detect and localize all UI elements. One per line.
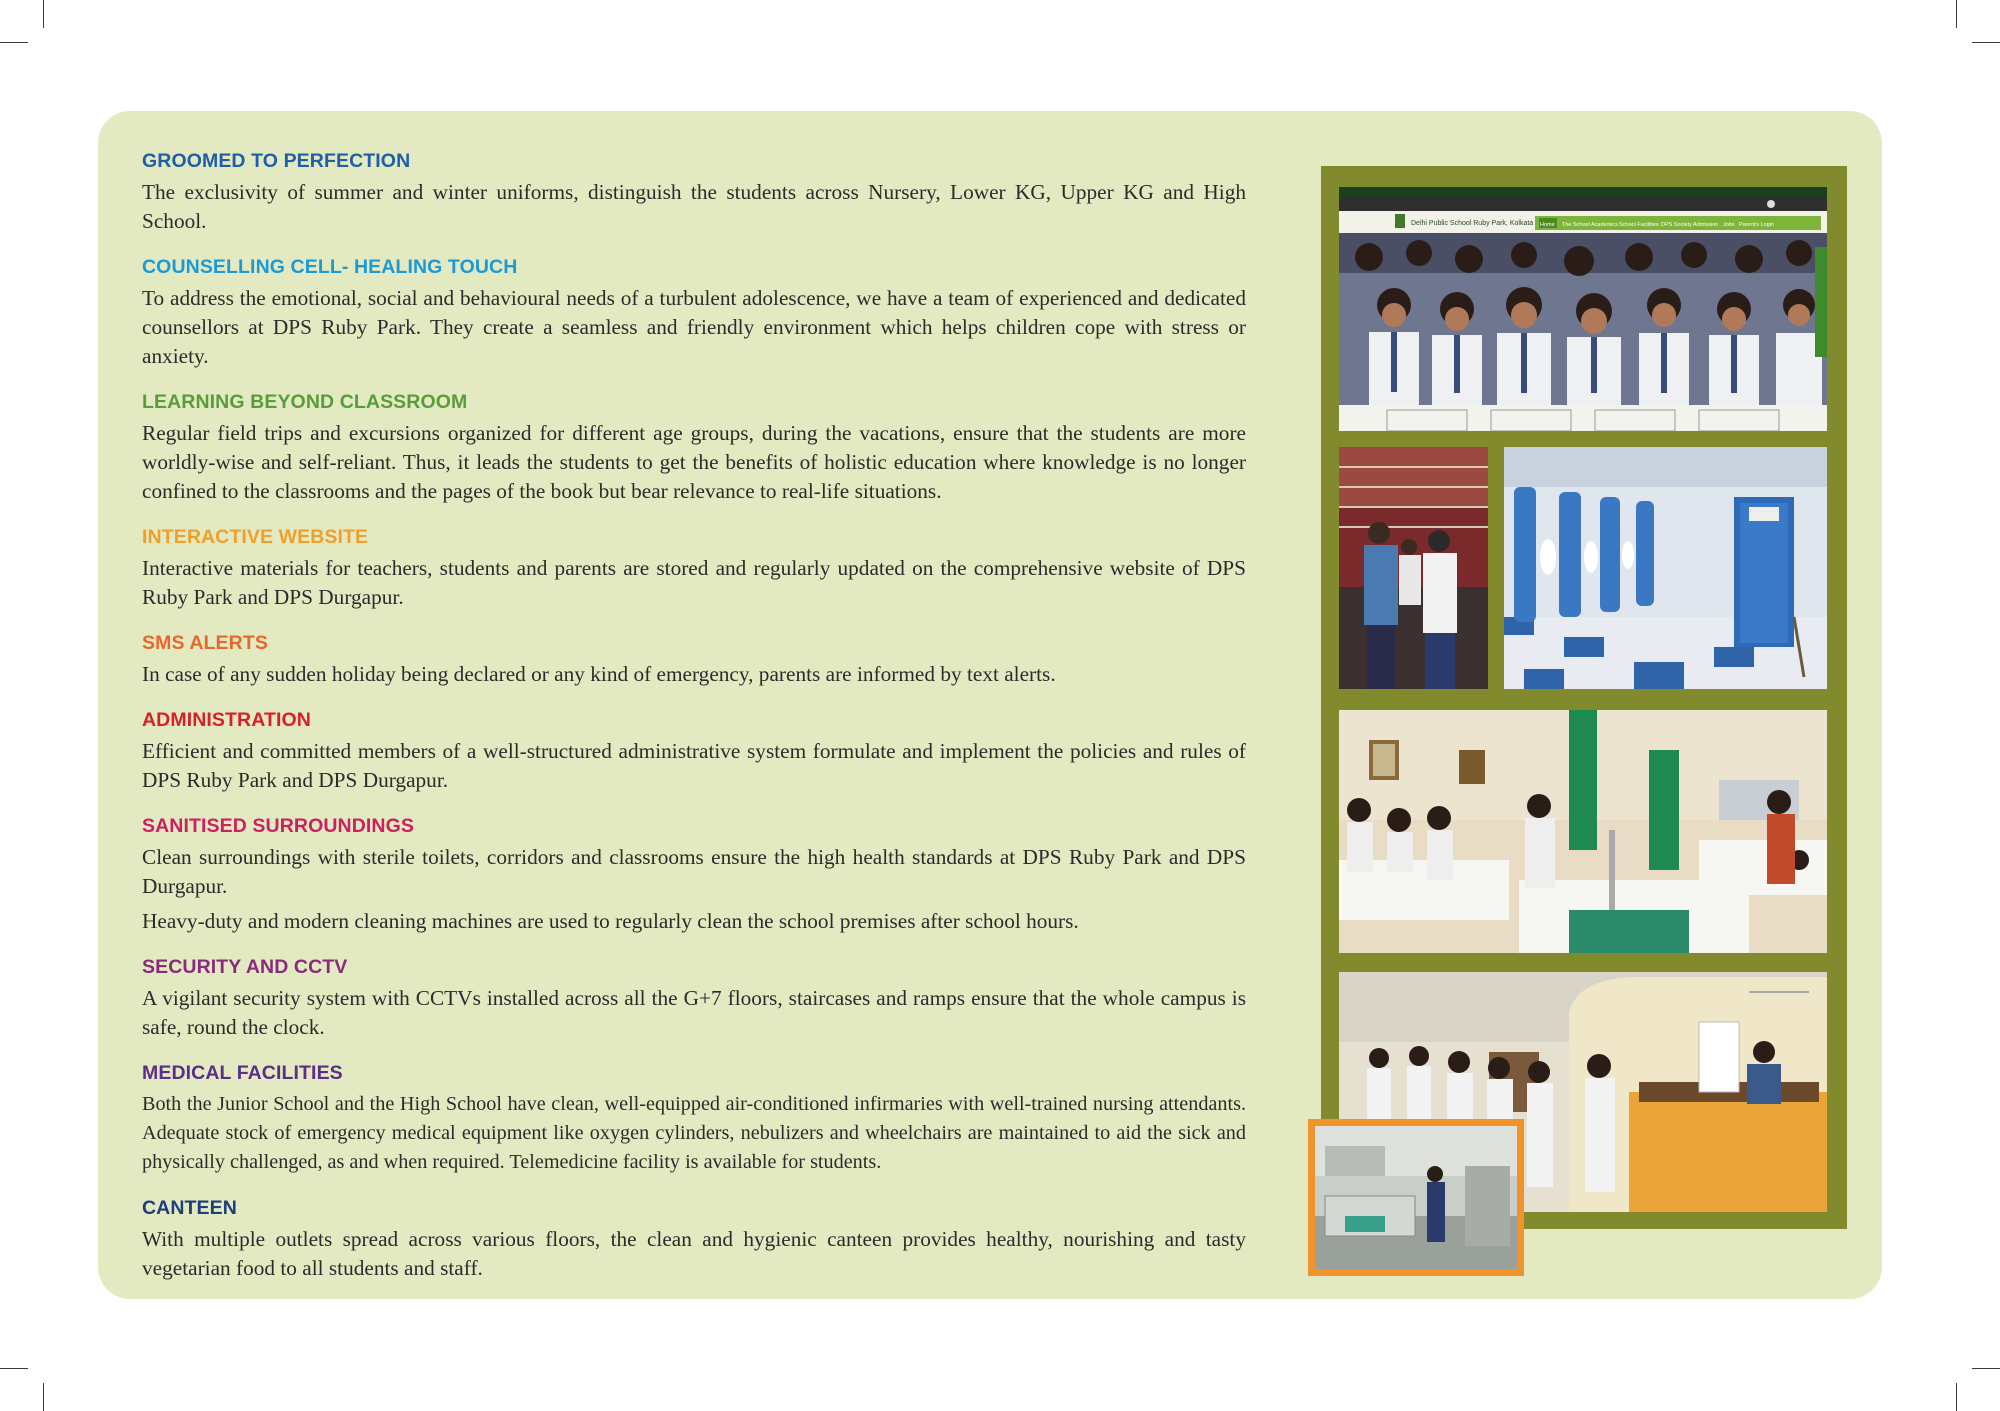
section-sms-alerts <box>142 632 1246 689</box>
section-groomed-to-perfection <box>142 150 1246 236</box>
website-nav-item: Home <box>1540 222 1555 228</box>
website-nav-item: School Facilities <box>1619 222 1659 228</box>
section-counselling-cell <box>142 256 1246 371</box>
section-interactive-website <box>142 526 1246 612</box>
section-title: SMS ALERTS <box>142 632 268 654</box>
infirmary-photo <box>1339 710 1827 953</box>
section-body: Regular field trips and excursions organized for different age groups, during the vacations, ensure that the students are more worldly-wise and self-reliant. Thus, it leads the students to get the benefits of holistic education where knowledge is no longer confined to the classrooms and the pages of the book but bear relevance to real-life situations. <box>142 421 1246 503</box>
section-title: INTERACTIVE WEBSITE <box>142 526 369 548</box>
crop-mark-bottom-left-v <box>43 1383 44 1411</box>
crop-mark-bottom-left-h <box>0 1368 28 1369</box>
section-title: LEARNING BEYOND CLASSROOM <box>142 391 468 413</box>
section-title: MEDICAL FACILITIES <box>142 1062 343 1084</box>
section-title: COUNSELLING CELL- HEALING TOUCH <box>142 256 518 278</box>
website-screenshot-photo <box>1339 187 1827 431</box>
crop-mark-bottom-right-v <box>1956 1383 1957 1411</box>
website-nav-item: DPS Society <box>1661 222 1692 228</box>
crop-mark-top-right-v <box>1956 0 1957 28</box>
section-body: Efficient and committed members of a well-structured administrative system formulate and implement the policies and rules of DPS Ruby Park and DPS Durgapur. <box>142 739 1246 792</box>
section-body: A vigilant security system with CCTVs installed across all the G+7 floors, staircases and ramps ensure that the whole campus is safe, round the clock. <box>142 986 1246 1039</box>
security-guard-photo <box>1339 447 1488 689</box>
website-nav-item: Parent's Login <box>1739 222 1774 228</box>
section-learning-beyond-classroom <box>142 391 1246 506</box>
crop-mark-bottom-right-h <box>1972 1368 2000 1369</box>
section-canteen <box>142 1197 1246 1283</box>
section-security-and-cctv <box>142 956 1246 1042</box>
section-title: SANITISED SURROUNDINGS <box>142 815 414 837</box>
section-title: CANTEEN <box>142 1197 237 1219</box>
section-title: ADMINISTRATION <box>142 709 311 731</box>
section-sanitised-surroundings <box>142 815 1246 936</box>
crop-mark-top-left-v <box>43 0 44 28</box>
sanitised-toilet-photo <box>1504 447 1827 689</box>
crop-mark-top-right-h <box>1972 42 2000 43</box>
kitchen-photo <box>1315 1126 1517 1269</box>
section-title: GROOMED TO PERFECTION <box>142 150 411 172</box>
section-body: Both the Junior School and the High School have clean, well-equipped air-conditioned infirmaries with well-trained nursing attendants. Adequate stock of emergency medical equipment like oxygen cylinders, nebulizers and wheelchairs are maintained to aid the sick and physically challenged, as and when required. Telemedicine facility is available for students. <box>142 1093 1246 1173</box>
section-body: Heavy-duty and modern cleaning machines are used to regularly clean the school premises after school hours. <box>142 909 1079 933</box>
website-nav-item: Admission <box>1693 222 1719 228</box>
section-medical-facilities <box>142 1062 1246 1177</box>
section-body: The exclusivity of summer and winter uniforms, distinguish the students across Nursery, Lower KG, Upper KG and High School. <box>142 180 1246 233</box>
website-nav-item: The School <box>1562 222 1590 228</box>
website-nav-item: Academics <box>1591 222 1618 228</box>
crop-mark-top-left-h <box>0 42 28 43</box>
website-school-name: Delhi Public School Ruby Park, Kolkata <box>1411 220 1534 227</box>
facilities-text-column <box>142 150 1246 1303</box>
section-body: With multiple outlets spread across various floors, the clean and hygienic canteen provides healthy, nourishing and tasty vegetarian food to all students and staff. <box>142 1227 1246 1280</box>
section-body: To address the emotional, social and behavioural needs of a turbulent adolescence, we have a team of experienced and dedicated counsellors at DPS Ruby Park. They create a seamless and friendly environment which helps children cope with stress or anxiety. <box>142 286 1246 368</box>
section-title: SECURITY AND CCTV <box>142 956 348 978</box>
section-body: In case of any sudden holiday being declared or any kind of emergency, parents are informed by text alerts. <box>142 662 1056 686</box>
section-administration <box>142 709 1246 795</box>
kitchen-photo-frame <box>1308 1119 1524 1276</box>
section-body: Interactive materials for teachers, students and parents are stored and regularly updated on the comprehensive website of DPS Ruby Park and DPS Durgapur. <box>142 556 1246 609</box>
website-nav-item: Jobs <box>1723 222 1735 228</box>
section-body: Clean surroundings with sterile toilets, corridors and classrooms ensure the high health standards at DPS Ruby Park and DPS Durgapur. <box>142 845 1246 898</box>
